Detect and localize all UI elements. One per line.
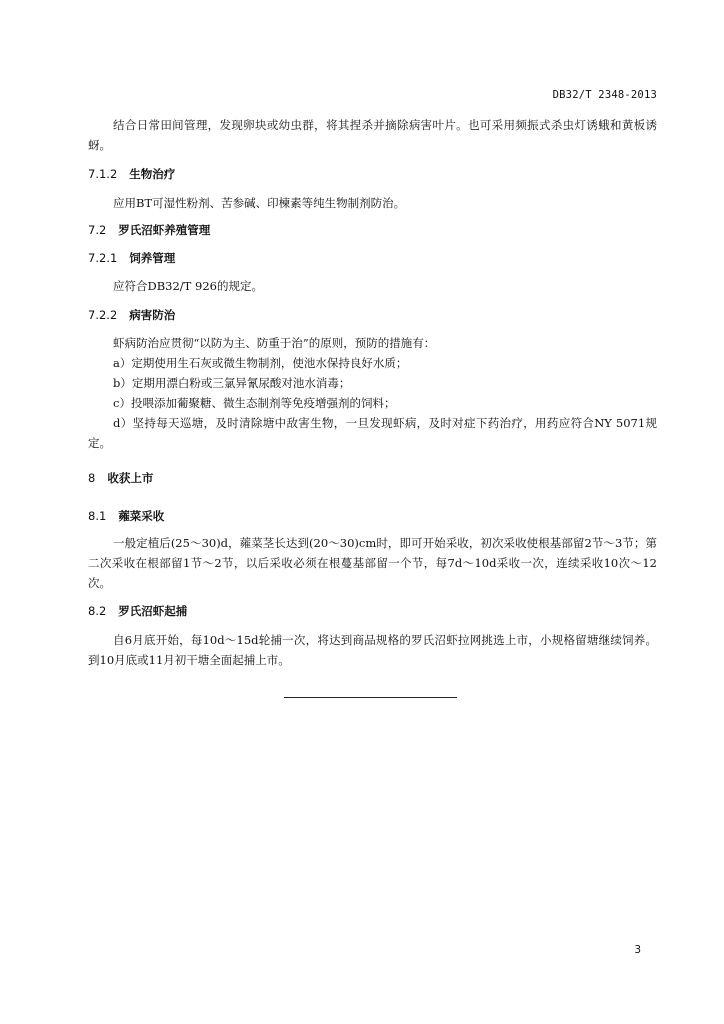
section-heading-8 [88,470,153,486]
section-title: 蕹菜采收 [118,509,165,523]
section-number: 8.2 [88,604,107,618]
section-number: 8 [88,471,96,485]
list-item-c: c）投喂添加葡聚糖、微生态制剂等免疫增强剂的饲料； [113,396,396,410]
list-item-d: d）坚持每天巡塘，及时清除塘中敌害生物，一旦发现虾病，及时对症下药治疗，用药应符合NY 5071规定。 [88,416,657,450]
section-number: 8.1 [88,509,107,523]
paragraph-text: 虾病防治应贯彻“以防为主、防重于治”的原则，预防的措施有： [113,336,436,350]
section-heading-7-1-2 [88,166,175,182]
section-title: 罗氏沼虾起捕 [118,604,188,618]
paragraph-harvest [88,533,657,593]
paragraph-text: 应符合DB32/T 926的规定。 [113,279,263,293]
section-title: 饲养管理 [129,251,176,265]
paragraph-text: 自6月底开始，每10d～15d轮捕一次，将达到商品规格的罗氏沼虾拉网挑选上市，小规格留塘继续饲养。到10月底或11月初干塘全面起捕上市。 [88,633,657,667]
section-heading-7-2-1 [88,250,175,266]
section-title: 罗氏沼虾养殖管理 [118,223,211,237]
section-number: 7.2 [88,223,107,237]
paragraph-bio [88,193,657,213]
list-item-a: a）定期使用生石灰或微生物制剂，使池水保持良好水质； [113,356,408,370]
paragraph-text: 结合日常田间管理，发现卵块或幼虫群，将其捏杀并摘除病害叶片。也可采用频振式杀虫灯诱蛾和黄板诱蚜。 [88,118,657,152]
list-item-b: b）定期用漂白粉或三氯异氰尿酸对池水消毒； [113,376,351,390]
section-title: 病害防治 [129,308,176,322]
section-title: 收获上市 [107,471,154,485]
page-number: 3 [634,944,641,956]
section-heading-8-1 [88,508,164,524]
disease-prevention-block [88,333,657,453]
end-of-standard-rule [284,697,457,698]
section-heading-7-2 [88,222,210,238]
section-title: 生物治疗 [129,167,176,181]
section-number: 7.2.1 [88,251,118,265]
paragraph-feed [88,276,657,296]
section-heading-7-2-2 [88,307,175,323]
paragraph-text: 应用BT可湿性粉剂、苦参碱、印楝素等纯生物制剂防治。 [113,196,406,210]
paragraph-text: 一般定植后(25～30)d，蕹菜茎长达到(20～30)cm时，即可开始采收，初次采收使根基部留2节～3节；第二次采收在根部留1节～2节，以后采收必须在根蔓基部留一个节，每7d～10d采收一次，连续采收10次～12次。 [88,536,657,590]
paragraph-catch [88,630,657,670]
standard-code: DB32/T 2348-2013 [552,89,657,101]
section-number: 7.1.2 [88,167,118,181]
paragraph-trap [88,115,657,155]
section-number: 7.2.2 [88,308,118,322]
section-heading-8-2 [88,603,187,619]
